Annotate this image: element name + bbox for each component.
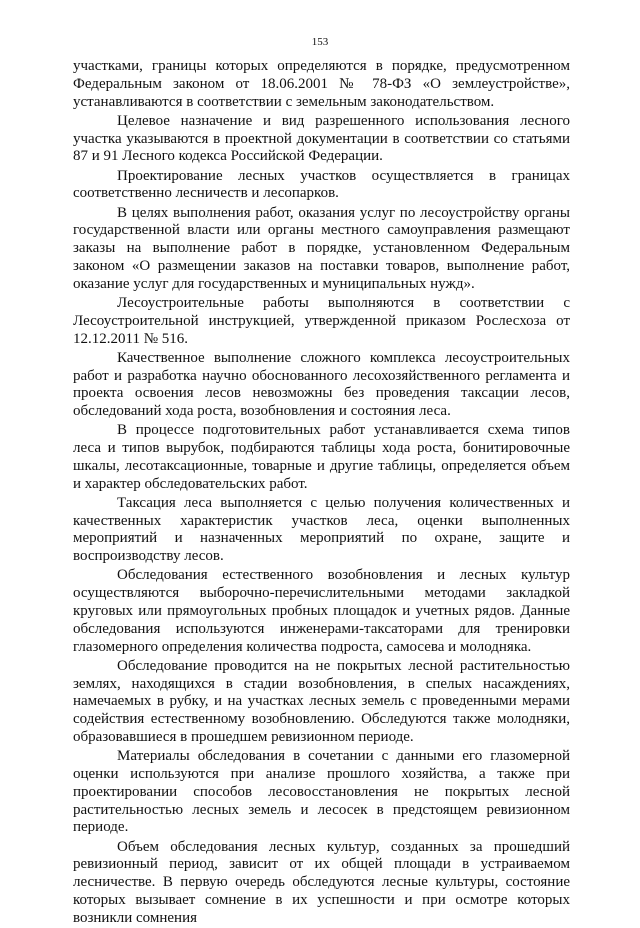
paragraph: В процессе подготовительных работ устанавливается схема типов леса и типов вырубок, подбираются таблицы хода роста, бонитировочные шкалы, лесотаксационные, товарные и другие таблицы, определяется объем и характер обследовательских работ. [73,422,570,492]
paragraph: Таксация леса выполняется с целью получения количественных и качественных характеристик участков леса, оценки выполненных мероприятий и назначенных мероприятий по охране, защите и воспроизводству лесов. [73,494,570,565]
paragraph: Материалы обследования в сочетании с данными его глазомерной оценки используются при анализе прошлого хозяйства, а также при проектировании способов лесовосстановления не покрытых лесной растительностью лесных земель и лесосек в предстоящем ревизионном периоде. [73,748,570,836]
document-body [73,58,570,928]
paragraph: Проектирование лесных участков осуществляется в границах соответственно лесничеств и лесопарков. [73,167,570,202]
paragraph: Объем обследования лесных культур, созданных за прошедший ревизионный период, зависит от их общей площади в устраиваемом лесничестве. В первую очередь обследуются лесные культуры, состояние которых вызывает сомнение в их успешности и при осмотре которых возникли сомнения [73,838,570,926]
paragraph: Обследование проводится на не покрытых лесной растительностью землях, находящихся в стадии возобновления, в спелых насаждениях, намечаемых в рубку, и на участках лесных земель с проведенными мерами содействия естественному возобновлению. Обследуются также молодняки, образовавшиеся в прошедшем ревизионном периоде. [73,657,570,745]
paragraph: Лесоустроительные работы выполняются в соответствии с Лесоустроительной инструкцией, утвержденной приказом Рослесхоза от 12.12.2011 № 516. [73,294,570,347]
paragraph: Обследования естественного возобновления и лесных культур осуществляются выборочно-перечислительными методами закладкой круговых или прямоугольных пробных площадок и учетных рядов. Данные обследования используются инженерами-таксаторами для тренировки глазомерного определения количества подроста, самосева и молодняка. [73,567,570,655]
paragraph: Качественное выполнение сложного комплекса лесоустроительных работ и разработка научно обоснованного лесохозяйственного регламента и проекта освоения лесов невозможны без проведения таксации лесов, обследований хода роста, возобновления и состояния леса. [73,349,570,420]
page-number: 153 [311,36,329,48]
paragraph-continuation: участками, границы которых определяются в порядке, предусмотренном Федеральным законом от 18.06.2001 № 78-ФЗ «О землеустройстве», устанавливаются в соответствии с земельным законодательством. [73,58,570,110]
paragraph: В целях выполнения работ, оказания услуг по лесоустройству органы государственной власти или органы местного самоуправления размещают заказы на выполнение работ в порядке, установленном Федеральным законом «О размещении заказов на поставки товаров, выполнение работ, оказание услуг для государственных и муниципальных нужд». [73,204,570,292]
paragraph: Целевое назначение и вид разрешенного использования лесного участка указываются в проектной документации в соответствии со статьями 87 и 91 Лесного кодекса Российской Федерации. [73,112,570,165]
